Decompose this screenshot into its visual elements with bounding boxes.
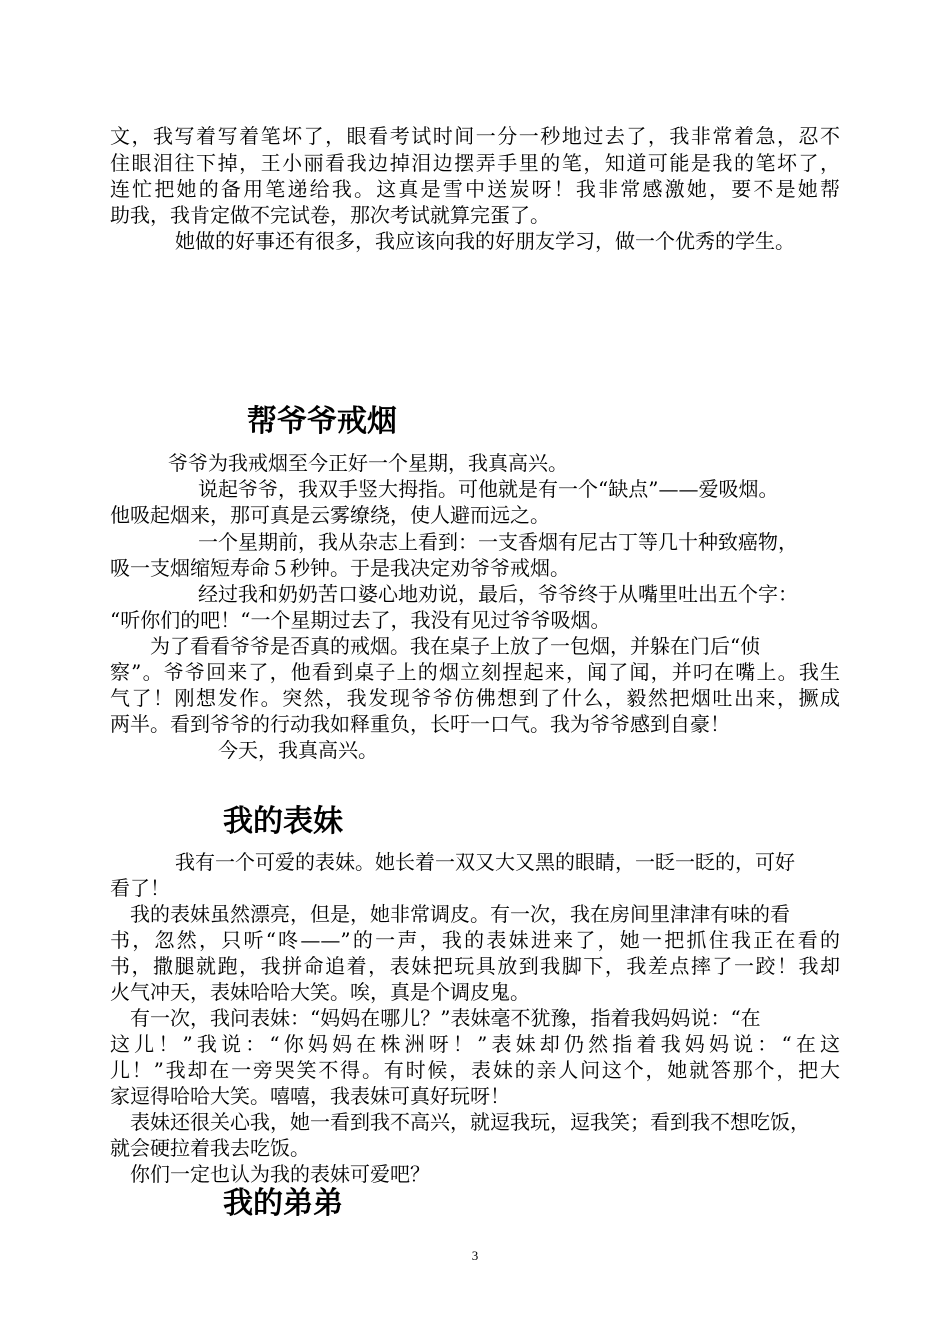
paragraph-line: 今天，我真高兴。 bbox=[218, 738, 378, 762]
paragraph-line: 这儿！”我说：“你妈妈在株洲呀！”表妹却仍然指着我妈妈说：“在这 bbox=[110, 1032, 840, 1056]
paragraph-line: 你们一定也认为我的表妹可爱吧？ bbox=[130, 1162, 430, 1186]
paragraph-line: 家逗得哈哈大笑。嘻嘻，我表妹可真好玩呀！ bbox=[110, 1084, 510, 1108]
paragraph-line: 爷爷为我戒烟至今正好一个星期，我真高兴。 bbox=[168, 451, 568, 475]
paragraph-line: 我有一个可爱的表妹。她长着一双又大又黑的眼睛，一眨一眨的，可好 bbox=[175, 850, 795, 874]
paragraph-line: 连忙把她的备用笔递给我。这真是雪中送炭呀！我非常感激她，要不是她帮 bbox=[110, 177, 840, 201]
paragraph-line: 为了看看爷爷是否真的戒烟。我在桌子上放了一包烟，并躲在门后“侦 bbox=[150, 634, 761, 658]
essay-title: 我的表妹 bbox=[223, 804, 343, 839]
paragraph-line: 书，忽然，只听“咚——”的一声，我的表妹进来了，她一把抓住我正在看的 bbox=[110, 928, 840, 952]
page-number: 3 bbox=[471, 1248, 479, 1263]
paragraph-line: 他吸起烟来，那可真是云雾缭绕，使人避而远之。 bbox=[110, 503, 550, 527]
paragraph-line: 看了！ bbox=[110, 876, 170, 900]
essay-title: 我的弟弟 bbox=[223, 1186, 343, 1221]
paragraph-line: 表妹还很关心我，她一看到我不高兴，就逗我玩，逗我笑；看到我不想吃饭， bbox=[130, 1110, 810, 1134]
paragraph-line: 有一次，我问表妹：“妈妈在哪儿？”表妹毫不犹豫，指着我妈妈说：“在 bbox=[130, 1006, 761, 1030]
paragraph-line: 察”。爷爷回来了，他看到桌子上的烟立刻捏起来，闻了闻，并叼在嘴上。我生 bbox=[110, 660, 840, 684]
paragraph-line: 经过我和奶奶苦口婆心地劝说，最后，爷爷终于从嘴里吐出五个字： bbox=[198, 582, 798, 606]
paragraph-line: 书，撒腿就跑，我拼命追着，表妹把玩具放到我脚下，我差点摔了一跤！我却 bbox=[110, 954, 840, 978]
paragraph-line: 一个星期前，我从杂志上看到：一支香烟有尼古丁等几十种致癌物， bbox=[198, 530, 798, 554]
paragraph-line: “听你们的吧！“一个星期过去了，我没有见过爷爷吸烟。 bbox=[110, 608, 611, 632]
paragraph-line: 儿！”我却在一旁哭笑不得。有时候，表妹的亲人问这个，她就答那个，把大 bbox=[110, 1058, 840, 1082]
paragraph-line: 助我，我肯定做不完试卷，那次考试就算完蛋了。 bbox=[110, 203, 550, 227]
paragraph-line: 就会硬拉着我去吃饭。 bbox=[110, 1136, 310, 1160]
paragraph-line: 火气冲天，表妹哈哈大笑。唉，真是个调皮鬼。 bbox=[110, 980, 530, 1004]
paragraph-line: 两半。看到爷爷的行动我如释重负，长吁一口气。我为爷爷感到自豪！ bbox=[110, 712, 730, 736]
paragraph-line: 住眼泪往下掉，王小丽看我边掉泪边摆弄手里的笔，知道可能是我的笔坏了， bbox=[110, 151, 840, 175]
paragraph-line: 吸一支烟缩短寿命５秒钟。于是我决定劝爷爷戒烟。 bbox=[110, 556, 570, 580]
essay-title: 帮爷爷戒烟 bbox=[247, 404, 397, 439]
paragraph-line: 文，我写着写着笔坏了，眼看考试时间一分一秒地过去了，我非常着急，忍不 bbox=[110, 124, 840, 148]
paragraph-line: 她做的好事还有很多，我应该向我的好朋友学习，做一个优秀的学生。 bbox=[175, 229, 795, 253]
paragraph-line: 我的表妹虽然漂亮，但是，她非常调皮。有一次，我在房间里津津有味的看 bbox=[130, 902, 790, 926]
paragraph-line: 气了！刚想发作。突然，我发现爷爷仿佛想到了什么，毅然把烟吐出来，撅成 bbox=[110, 686, 840, 710]
paragraph-line: 说起爷爷，我双手竖大拇指。可他就是有一个“缺点”——爱吸烟。 bbox=[198, 477, 779, 501]
